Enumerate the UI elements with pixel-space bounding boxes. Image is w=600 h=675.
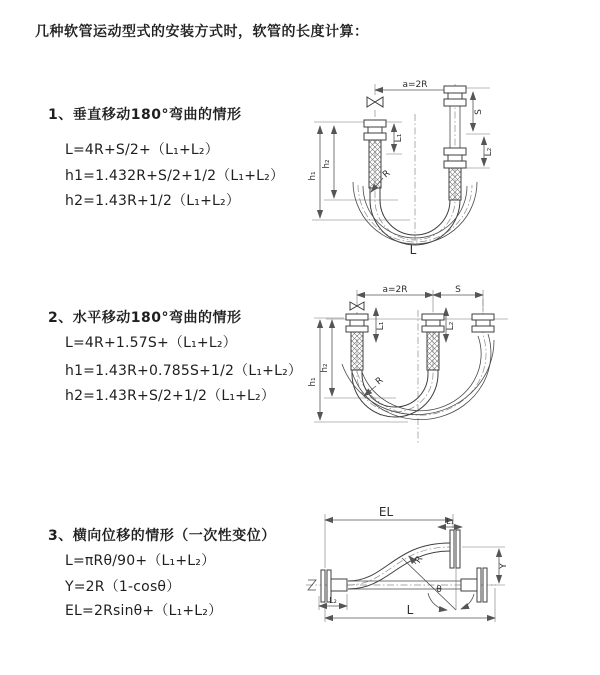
- angle-arc-left: [428, 593, 447, 610]
- section-2-formula-L: L=4R+1.57S+（L₁+L₂）: [65, 335, 237, 351]
- left-neck: [331, 579, 347, 591]
- section-3-formula-L: L=πRθ/90+（L₁+L₂）: [65, 553, 216, 569]
- angle-arc-right: [461, 594, 474, 609]
- right-neck: [461, 579, 477, 591]
- dim-label-a2r: a=2R: [382, 285, 408, 295]
- dim-label-h1: h₁: [308, 377, 318, 387]
- left-flange: [364, 133, 386, 140]
- section-2-heading: 2、水平移动180°弯曲的情形: [48, 310, 242, 326]
- left-braid-section: [351, 332, 363, 370]
- dim-label-y: Y: [499, 563, 509, 569]
- section-2-formula-h1: h1=1.43R+0.785S+1/2（L₁+L₂）: [65, 363, 303, 379]
- right-top-flange: [444, 99, 466, 106]
- section-1-heading: 1、垂直移动180°弯曲的情形: [48, 107, 242, 123]
- dim-label-l1: L₁: [446, 517, 454, 526]
- length-label: L: [409, 243, 417, 257]
- middle-flange: [422, 326, 444, 332]
- dim-label-l1: L₁: [376, 321, 386, 331]
- hose-outer-wall: [352, 370, 438, 417]
- section-1-formula-L: L=4R+S/2+（L₁+L₂）: [65, 142, 219, 158]
- radius-label: R: [374, 375, 386, 388]
- dim-label-h2: h₂: [320, 363, 330, 373]
- hose-upper-wall: [348, 543, 450, 581]
- diagram-vertical-180-bend: [310, 72, 550, 272]
- dim-label-l: L: [406, 603, 414, 617]
- dim-label-s: S: [455, 285, 461, 295]
- section-2-formula-h2: h2=1.43R+S/2+1/2（L₁+L₂）: [65, 388, 276, 404]
- dim-label-h2: h₂: [322, 159, 332, 169]
- right-braid-section: [449, 168, 461, 200]
- angle-label: θ: [436, 585, 442, 595]
- radius-label: R: [381, 168, 393, 181]
- dim-label-s: S: [474, 109, 484, 115]
- left-flange: [346, 326, 368, 332]
- right-union: [444, 161, 466, 168]
- dim-label-l2: L₂: [446, 321, 456, 331]
- valve-icon: [367, 97, 383, 107]
- middle-braid-section: [427, 332, 439, 370]
- dim-label-h1: h₁: [308, 171, 318, 181]
- section-3-formula-Y: Y=2R（1-cosθ）: [65, 579, 181, 595]
- left-braid-section: [369, 140, 381, 188]
- section-3-formula-EL: EL=2Rsinθ+（L₁+L₂）: [65, 603, 223, 619]
- section-1-formula-h2: h2=1.43R+1/2（L₁+L₂）: [65, 193, 241, 209]
- page-title: 几种软管运动型式的安装方式时，软管的长度计算：: [35, 24, 369, 40]
- dim-label-a2r: a=2R: [402, 80, 428, 90]
- dim-label-l2: L₂: [329, 596, 337, 605]
- dim-label-el: EL: [378, 505, 394, 519]
- diagram-lateral-displacement: [298, 498, 598, 653]
- upper-flange: [456, 530, 460, 568]
- right-flange: [472, 326, 494, 332]
- section-1-formula-h1: h1=1.432R+S/2+1/2（L₁+L₂）: [65, 168, 285, 184]
- hose-moved-outer: [352, 334, 491, 420]
- radius-label: R: [413, 554, 426, 566]
- right-flange: [483, 568, 487, 602]
- section-3-heading: 3、横向位移的情形（一次性变位）: [48, 528, 276, 544]
- diagram-horizontal-180-bend: [308, 285, 562, 461]
- dim-label-l1: L₁: [394, 133, 404, 143]
- dim-label-l2: L₂: [484, 147, 494, 157]
